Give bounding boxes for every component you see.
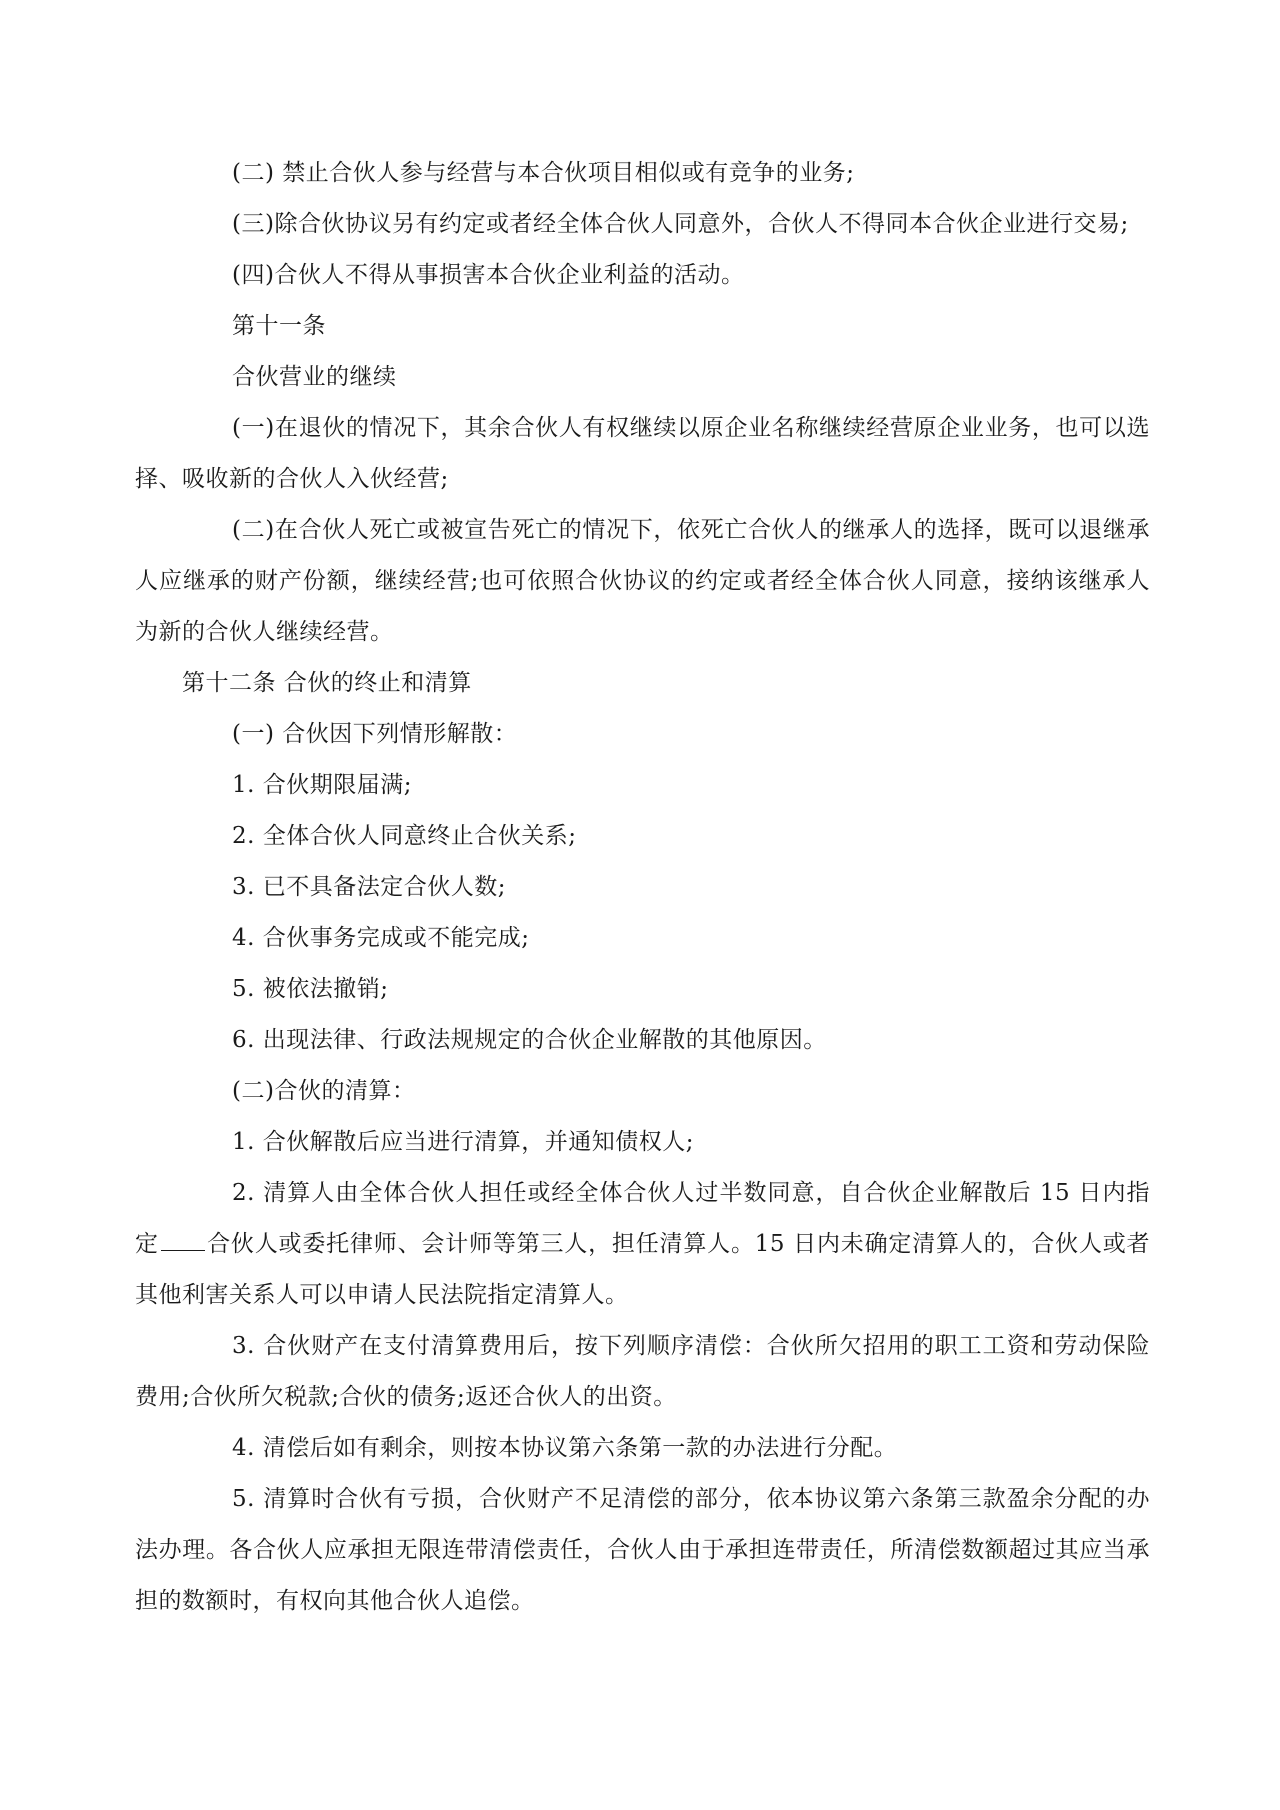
document-body [135, 148, 1150, 1627]
clearing-item-5: 5. 清算时合伙有亏损，合伙财产不足清偿的部分，依本协议第六条第三款盈余分配的办法办理。各合伙人应承担无限连带清偿责任，合伙人由于承担连带责任，所清偿数额超过其应当承担的数额时，有权向其他合伙人追偿。 [135, 1486, 1150, 1614]
clearing-item-1: 1. 合伙解散后应当进行清算，并通知债权人; [232, 1129, 695, 1155]
dissolution-item-6: 6. 出现法律、行政法规规定的合伙企业解散的其他原因。 [232, 1027, 827, 1053]
clearing-item-2-text-b: 合伙人或委托律师、会计师等第三人，担任清算人。15 日内未确定清算人的，合伙人或者其他利害关系人可以申请人民法院指定清算人。 [135, 1231, 1151, 1308]
clearing-item-2-text-a: 2. 清算人由全体合伙人担任或经全体合伙人过半数同意，自合伙企业解散后 15 日内指定 [135, 1180, 1150, 1257]
dissolution-item-4: 4. 合伙事务完成或不能完成; [232, 925, 530, 951]
article-12-heading: 第十二条 合伙的终止和清算 [182, 670, 472, 696]
paragraph-continuation-death: (二)在合伙人死亡或被宣告死亡的情况下，依死亡合伙人的继承人的选择，既可以退继承人应继承的财产份额，继续经营;也可依照合伙协议的约定或者经全体合伙人同意，接纳该继承人为新的合伙人继续经营。 [135, 517, 1150, 645]
paragraph-continuation-withdrawal: (一)在退伙的情况下，其余合伙人有权继续以原企业名称继续经营原企业业务，也可以选择、吸收新的合伙人入伙经营; [135, 415, 1150, 492]
paragraph-clearing-intro: (二)合伙的清算： [232, 1078, 416, 1104]
article-11-heading: 第十一条 [232, 313, 326, 339]
clearing-item-3: 3. 合伙财产在支付清算费用后，按下列顺序清偿：合伙所欠招用的职工工资和劳动保险费用;合伙所欠税款;合伙的债务;返还合伙人的出资。 [135, 1333, 1150, 1410]
dissolution-item-3: 3. 已不具备法定合伙人数; [232, 874, 507, 900]
paragraph-prohibit-transactions: (三)除合伙协议另有约定或者经全体合伙人同意外，合伙人不得同本合伙企业进行交易; [232, 211, 1129, 237]
paragraph-prohibit-harm: (四)合伙人不得从事损害本合伙企业利益的活动。 [232, 262, 745, 288]
fill-in-blank [161, 1230, 205, 1251]
dissolution-item-2: 2. 全体合伙人同意终止合伙关系; [232, 823, 577, 849]
dissolution-item-1: 1. 合伙期限届满; [232, 772, 413, 798]
clearing-item-2 [135, 1168, 1150, 1321]
clearing-item-4: 4. 清偿后如有剩余，则按本协议第六条第一款的办法进行分配。 [232, 1435, 898, 1461]
paragraph-dissolution-intro: (一) 合伙因下列情形解散： [232, 721, 518, 747]
dissolution-item-5: 5. 被依法撤销; [232, 976, 389, 1002]
paragraph-prohibit-competition: (二) 禁止合伙人参与经营与本合伙项目相似或有竞争的业务; [232, 160, 855, 186]
article-11-title: 合伙营业的继续 [232, 364, 397, 390]
